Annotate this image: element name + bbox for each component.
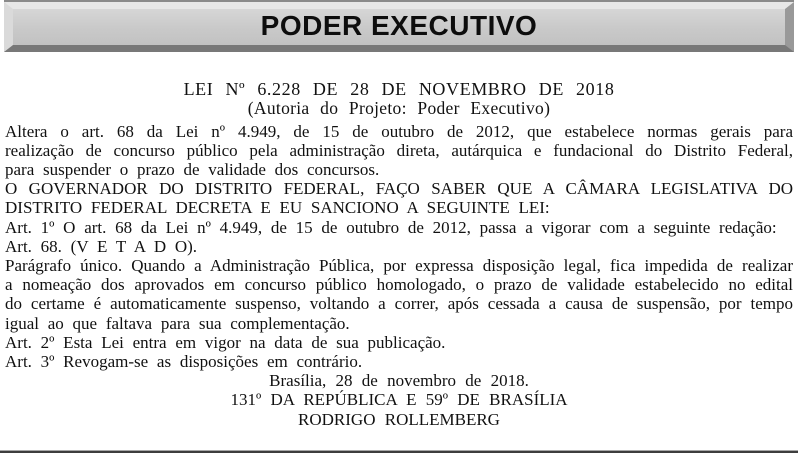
law-title: LEI Nº 6.228 DE 28 DE NOVEMBRO DE 2018 (183, 79, 615, 99)
law-paragraph-art-3: Art. 3º Revogam-se as disposições em contrário. (5, 352, 363, 372)
section-header-bar (4, 2, 794, 52)
law-paragraph-preamble: Altera o art. 68 da Lei nº 4.949, de 15 de outubro de 2012, que estabelece normas gerais para realização de concurso público pela administração direta, autárquica e fundacional do Distrito Federal, para suspender o prazo de validade dos concursos. (5, 121, 793, 179)
closing-place-date: Brasília, 28 de novembro de 2018. (269, 371, 529, 391)
law-body (5, 122, 793, 372)
law-paragraph-art-2: Art. 2º Esta Lei entra em vigor na data de sua publicação. (5, 332, 446, 352)
section-title: PODER EXECUTIVO (260, 10, 538, 41)
law-document (0, 52, 798, 429)
law-paragraph-art-68-vetado: Art. 68. (V E T A D O). (5, 236, 198, 256)
closing-anniversary-line: 131º DA REPÚBLICA E 59º DE BRASÍLIA (230, 390, 568, 410)
law-paragraph-art-1: Art. 1º O art. 68 da Lei nº 4.949, de 15 de outubro de 2012, passa a vigorar com a seguinte redação: (5, 217, 777, 237)
closing-signature: RODRIGO ROLLEMBERG (298, 409, 500, 429)
law-paragraph-paragrafo-unico: Parágrafo único. Quando a Administração Pública, por expressa disposição legal, fica impedida de realizar a nomeação dos aprovados em concurso público homologado, o prazo de validade estabelecido no edital do certame é automaticamente suspenso, voltando a correr, após cessada a causa de suspensão, por tempo igual ao que faltava para sua complementação. (5, 256, 793, 333)
law-title-block (5, 80, 793, 118)
law-paragraph-enacting-clause: O GOVERNADOR DO DISTRITO FEDERAL, FAÇO SABER QUE A CÂMARA LEGISLATIVA DO DISTRITO FEDERAL DECRETA E EU SANCIONO A SEGUINTE LEI: (5, 179, 793, 218)
law-authorship: (Autoria do Projeto: Poder Executivo) (247, 97, 551, 118)
bottom-divider (0, 450, 798, 453)
law-closing-block (5, 371, 793, 429)
